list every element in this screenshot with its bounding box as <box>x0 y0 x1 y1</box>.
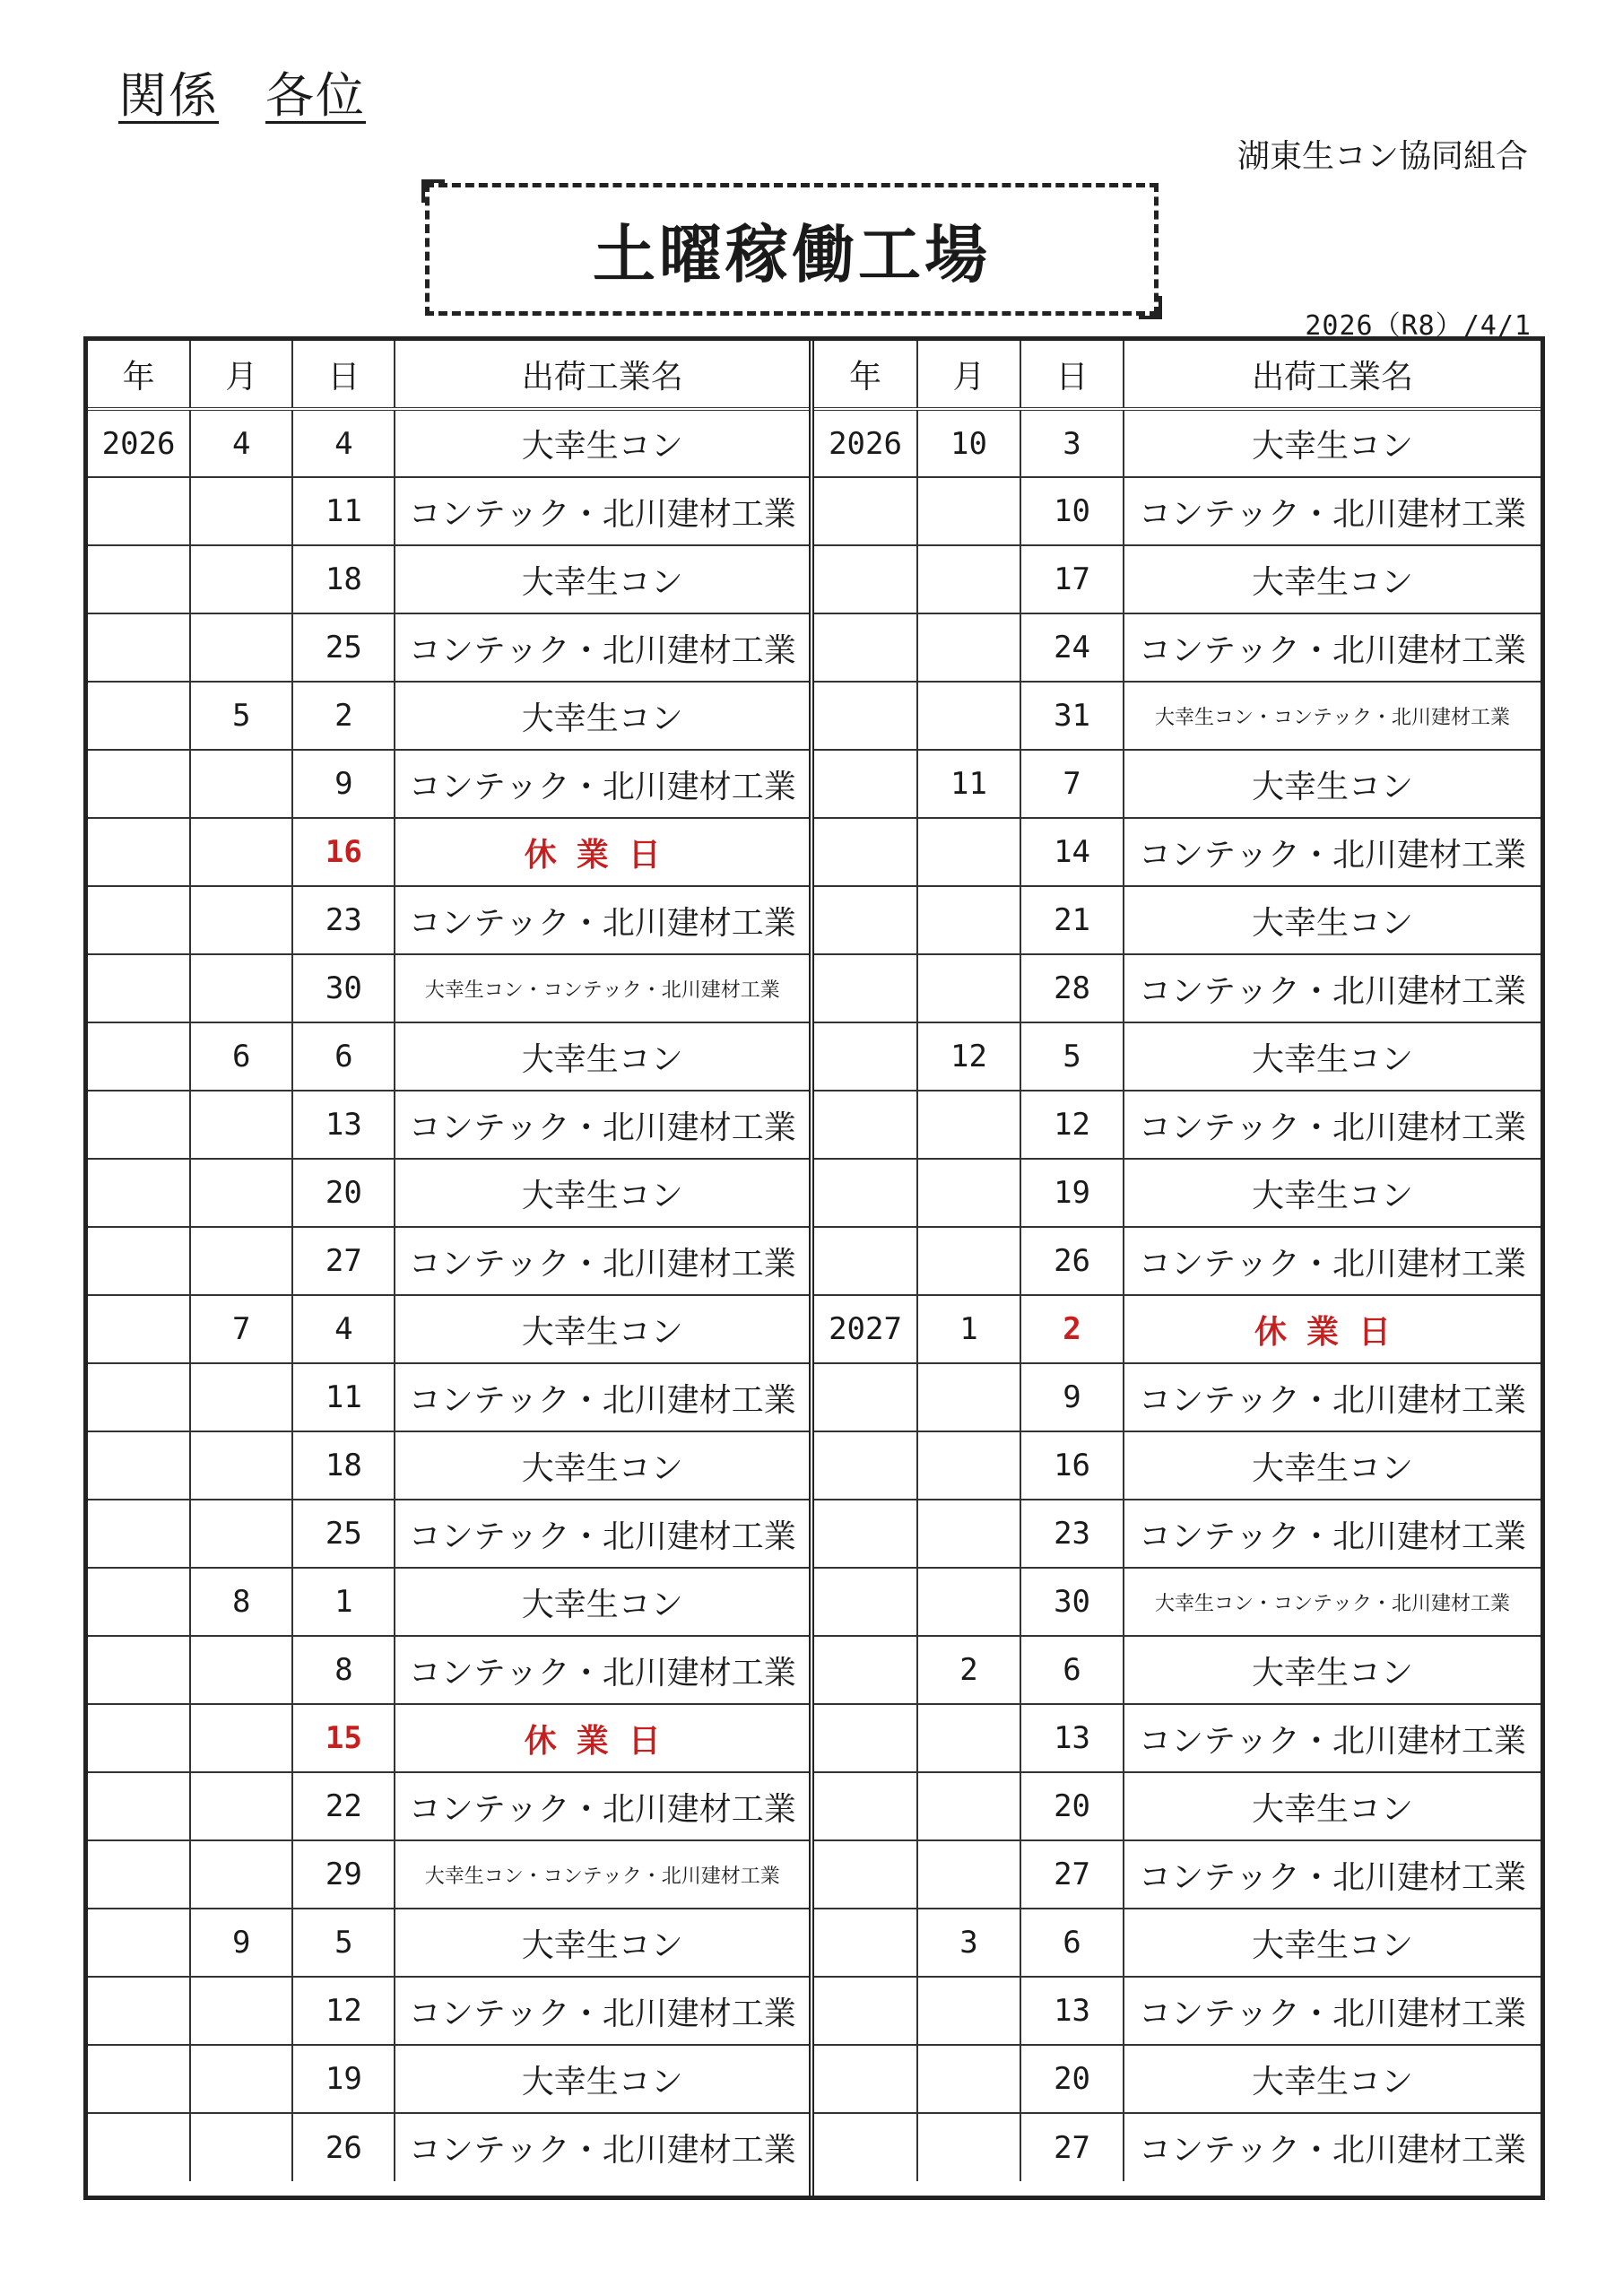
company-cell: コンテック・北川建材工業 <box>395 886 809 954</box>
day-cell: 12 <box>292 1977 395 2045</box>
table-row <box>814 2045 1541 2113</box>
schedule-left-half <box>88 341 814 2196</box>
year-cell <box>814 1500 917 1568</box>
table-row <box>814 1431 1541 1500</box>
table-row <box>814 1295 1541 1363</box>
schedule-table <box>83 336 1545 2200</box>
year-cell <box>88 1500 190 1568</box>
table-row <box>814 954 1541 1022</box>
day-cell: 18 <box>292 1431 395 1500</box>
month-cell <box>190 954 292 1022</box>
day-cell: 27 <box>1020 1840 1124 1909</box>
company-cell: 大幸生コン・コンテック・北川建材工業 <box>1124 1568 1541 1636</box>
company-cell: コンテック・北川建材工業 <box>1124 477 1541 545</box>
year-cell <box>814 954 917 1022</box>
month-cell: 11 <box>917 750 1020 818</box>
month-cell <box>917 545 1020 613</box>
year-cell <box>88 545 190 613</box>
month-cell <box>917 1977 1020 2045</box>
month-cell <box>190 1704 292 1772</box>
table-row <box>88 2113 809 2181</box>
company-cell: 大幸生コン <box>1124 1159 1541 1227</box>
month-cell: 1 <box>917 1295 1020 1363</box>
month-cell <box>190 1500 292 1568</box>
month-cell <box>190 1431 292 1500</box>
table-row <box>88 1159 809 1227</box>
holiday-label: 休業日 <box>1124 1295 1541 1363</box>
table-row <box>814 613 1541 682</box>
year-cell <box>814 1704 917 1772</box>
company-cell: 大幸生コン・コンテック・北川建材工業 <box>395 954 809 1022</box>
day-cell: 23 <box>292 886 395 954</box>
table-row <box>88 682 809 750</box>
company-cell: コンテック・北川建材工業 <box>395 1636 809 1704</box>
table-row <box>814 1909 1541 1977</box>
table-row <box>814 1091 1541 1159</box>
month-cell: 9 <box>190 1909 292 1977</box>
table-row <box>814 545 1541 613</box>
table-row <box>88 954 809 1022</box>
day-cell: 16 <box>1020 1431 1124 1500</box>
day-cell: 24 <box>1020 613 1124 682</box>
month-cell <box>917 1500 1020 1568</box>
schedule-left-body <box>88 409 809 2181</box>
year-cell <box>814 818 917 886</box>
table-row <box>814 1500 1541 1568</box>
day-cell: 18 <box>292 545 395 613</box>
month-cell <box>190 1977 292 2045</box>
month-cell <box>917 1227 1020 1295</box>
year-cell <box>814 1159 917 1227</box>
day-cell: 6 <box>1020 1636 1124 1704</box>
month-cell <box>917 477 1020 545</box>
month-cell: 10 <box>917 409 1020 477</box>
table-row <box>88 1909 809 1977</box>
day-cell: 26 <box>292 2113 395 2181</box>
company-cell: コンテック・北川建材工業 <box>395 1227 809 1295</box>
day-cell: 5 <box>292 1909 395 1977</box>
year-cell <box>88 954 190 1022</box>
year-cell <box>88 1909 190 1977</box>
company-cell: コンテック・北川建材工業 <box>395 1363 809 1431</box>
day-cell: 2 <box>1020 1295 1124 1363</box>
company-cell: コンテック・北川建材工業 <box>1124 1840 1541 1909</box>
company-cell: コンテック・北川建材工業 <box>395 1091 809 1159</box>
day-cell: 17 <box>1020 545 1124 613</box>
year-cell <box>88 886 190 954</box>
recipient-line <box>118 57 366 126</box>
day-cell: 8 <box>292 1636 395 1704</box>
company-cell: コンテック・北川建材工業 <box>395 477 809 545</box>
company-cell: コンテック・北川建材工業 <box>395 1772 809 1840</box>
day-cell: 2 <box>292 682 395 750</box>
table-row <box>88 1977 809 2045</box>
table-row <box>88 545 809 613</box>
table-row <box>88 1568 809 1636</box>
schedule-right-table <box>814 341 1541 2181</box>
year-cell <box>814 2113 917 2181</box>
table-row <box>814 1227 1541 1295</box>
month-cell <box>190 1227 292 1295</box>
month-cell <box>190 1363 292 1431</box>
table-row <box>814 2113 1541 2181</box>
year-cell <box>88 1704 190 1772</box>
day-cell: 21 <box>1020 886 1124 954</box>
month-cell <box>190 2113 292 2181</box>
company-cell: 大幸生コン <box>1124 1909 1541 1977</box>
year-cell <box>88 682 190 750</box>
year-cell <box>814 1363 917 1431</box>
year-cell <box>814 613 917 682</box>
company-cell: 大幸生コン <box>395 545 809 613</box>
year-cell <box>88 1636 190 1704</box>
company-cell: 大幸生コン <box>1124 1772 1541 1840</box>
year-cell <box>814 1091 917 1159</box>
header-year: 年 <box>814 341 917 409</box>
month-cell <box>917 1159 1020 1227</box>
year-cell <box>814 1568 917 1636</box>
header-month: 月 <box>917 341 1020 409</box>
schedule-right-body <box>814 409 1541 2181</box>
table-row <box>88 613 809 682</box>
year-cell <box>814 750 917 818</box>
day-cell: 22 <box>292 1772 395 1840</box>
year-cell <box>814 1022 917 1091</box>
table-row <box>814 477 1541 545</box>
day-cell: 30 <box>1020 1568 1124 1636</box>
company-cell: コンテック・北川建材工業 <box>1124 1227 1541 1295</box>
month-cell: 5 <box>190 682 292 750</box>
month-cell: 12 <box>917 1022 1020 1091</box>
year-cell <box>88 1159 190 1227</box>
month-cell <box>917 1363 1020 1431</box>
day-cell: 9 <box>292 750 395 818</box>
header-month: 月 <box>190 341 292 409</box>
day-cell: 26 <box>1020 1227 1124 1295</box>
month-cell <box>190 1840 292 1909</box>
table-row <box>88 1431 809 1500</box>
month-cell <box>190 1772 292 1840</box>
table-row <box>88 818 809 886</box>
day-cell: 23 <box>1020 1500 1124 1568</box>
header-row <box>814 341 1541 409</box>
day-cell: 7 <box>1020 750 1124 818</box>
holiday-label: 休業日 <box>395 818 809 886</box>
year-cell <box>88 750 190 818</box>
company-cell: 大幸生コン・コンテック・北川建材工業 <box>395 1840 809 1909</box>
day-cell: 30 <box>292 954 395 1022</box>
company-cell: 大幸生コン <box>395 682 809 750</box>
year-cell <box>814 477 917 545</box>
table-row <box>814 1704 1541 1772</box>
table-row <box>814 1840 1541 1909</box>
company-cell: 大幸生コン <box>1124 886 1541 954</box>
year-cell <box>88 1227 190 1295</box>
day-cell: 29 <box>292 1840 395 1909</box>
month-cell <box>917 954 1020 1022</box>
year-cell <box>88 1772 190 1840</box>
month-cell <box>190 886 292 954</box>
day-cell: 20 <box>1020 1772 1124 1840</box>
table-row <box>814 1363 1541 1431</box>
company-cell: 大幸生コン <box>395 1568 809 1636</box>
day-cell: 28 <box>1020 954 1124 1022</box>
table-row <box>814 1772 1541 1840</box>
month-cell <box>917 1840 1020 1909</box>
day-cell: 11 <box>292 1363 395 1431</box>
month-cell: 7 <box>190 1295 292 1363</box>
company-cell: コンテック・北川建材工業 <box>1124 1704 1541 1772</box>
company-cell: コンテック・北川建材工業 <box>1124 1977 1541 2045</box>
schedule-left-table <box>88 341 809 2181</box>
day-cell: 13 <box>1020 1977 1124 2045</box>
day-cell: 31 <box>1020 682 1124 750</box>
year-cell <box>814 545 917 613</box>
company-cell: 大幸生コン <box>395 2045 809 2113</box>
day-cell: 9 <box>1020 1363 1124 1431</box>
month-cell <box>917 1091 1020 1159</box>
company-cell: 大幸生コン <box>395 409 809 477</box>
company-cell: コンテック・北川建材工業 <box>395 1500 809 1568</box>
day-cell: 3 <box>1020 409 1124 477</box>
company-cell: 大幸生コン <box>395 1295 809 1363</box>
month-cell <box>190 613 292 682</box>
table-row <box>88 1636 809 1704</box>
year-cell <box>88 2113 190 2181</box>
day-cell: 4 <box>292 1295 395 1363</box>
year-cell <box>88 1977 190 2045</box>
day-cell: 27 <box>292 1227 395 1295</box>
month-cell <box>917 613 1020 682</box>
organization-name: 湖東生コン協同組合 <box>1237 138 1528 175</box>
table-row <box>814 818 1541 886</box>
recipient-part1: 関係 <box>118 67 219 124</box>
table-row <box>88 1840 809 1909</box>
month-cell <box>917 1568 1020 1636</box>
month-cell <box>190 750 292 818</box>
year-cell <box>88 477 190 545</box>
company-cell: 大幸生コン・コンテック・北川建材工業 <box>1124 682 1541 750</box>
day-cell: 19 <box>292 2045 395 2113</box>
recipient-part2: 各位 <box>265 67 366 124</box>
month-cell: 6 <box>190 1022 292 1091</box>
company-cell: 大幸生コン <box>1124 1431 1541 1500</box>
year-cell <box>814 1909 917 1977</box>
table-row <box>814 1568 1541 1636</box>
year-cell <box>814 1636 917 1704</box>
day-cell: 25 <box>292 1500 395 1568</box>
day-cell: 11 <box>292 477 395 545</box>
year-cell <box>814 886 917 954</box>
month-cell <box>917 2113 1020 2181</box>
table-row <box>88 886 809 954</box>
table-row <box>814 409 1541 477</box>
year-cell <box>88 1568 190 1636</box>
table-row <box>814 1636 1541 1704</box>
company-cell: コンテック・北川建材工業 <box>1124 1363 1541 1431</box>
table-row <box>88 409 809 477</box>
header-company: 出荷工業名 <box>395 341 809 409</box>
company-cell: コンテック・北川建材工業 <box>395 750 809 818</box>
year-cell: 2027 <box>814 1295 917 1363</box>
month-cell <box>190 545 292 613</box>
year-cell <box>88 1022 190 1091</box>
day-cell: 15 <box>292 1704 395 1772</box>
table-row <box>88 1772 809 1840</box>
year-cell <box>814 2045 917 2113</box>
header-day: 日 <box>1020 341 1124 409</box>
table-row <box>88 1363 809 1431</box>
month-cell <box>190 818 292 886</box>
table-row <box>88 1091 809 1159</box>
header-company: 出荷工業名 <box>1124 341 1541 409</box>
table-row <box>88 2045 809 2113</box>
year-cell <box>88 818 190 886</box>
header-row <box>88 341 809 409</box>
month-cell <box>190 1091 292 1159</box>
header-day: 日 <box>292 341 395 409</box>
month-cell <box>917 886 1020 954</box>
company-cell: コンテック・北川建材工業 <box>1124 818 1541 886</box>
month-cell <box>190 477 292 545</box>
day-cell: 25 <box>292 613 395 682</box>
year-cell <box>814 1840 917 1909</box>
day-cell: 6 <box>1020 1909 1124 1977</box>
year-cell <box>88 1091 190 1159</box>
table-row <box>814 1022 1541 1091</box>
day-cell: 19 <box>1020 1159 1124 1227</box>
company-cell: コンテック・北川建材工業 <box>1124 2113 1541 2181</box>
table-row <box>814 1159 1541 1227</box>
year-cell <box>88 1431 190 1500</box>
company-cell: 大幸生コン <box>395 1431 809 1500</box>
month-cell <box>190 1159 292 1227</box>
table-row <box>88 1227 809 1295</box>
company-cell: 大幸生コン <box>1124 545 1541 613</box>
company-cell: コンテック・北川建材工業 <box>1124 954 1541 1022</box>
year-cell <box>814 1431 917 1500</box>
company-cell: コンテック・北川建材工業 <box>1124 1091 1541 1159</box>
year-cell <box>814 1772 917 1840</box>
company-cell: 大幸生コン <box>395 1022 809 1091</box>
year-cell <box>88 1295 190 1363</box>
year-cell <box>88 1363 190 1431</box>
company-cell: 大幸生コン <box>395 1159 809 1227</box>
title-frame <box>425 183 1159 316</box>
year-cell <box>814 1227 917 1295</box>
holiday-label: 休業日 <box>395 1704 809 1772</box>
year-cell <box>814 1977 917 2045</box>
month-cell: 4 <box>190 409 292 477</box>
company-cell: 大幸生コン <box>1124 750 1541 818</box>
company-cell: 大幸生コン <box>1124 1636 1541 1704</box>
day-cell: 4 <box>292 409 395 477</box>
company-cell: コンテック・北川建材工業 <box>395 2113 809 2181</box>
day-cell: 16 <box>292 818 395 886</box>
company-cell: コンテック・北川建材工業 <box>395 1977 809 2045</box>
header-year: 年 <box>88 341 190 409</box>
company-cell: コンテック・北川建材工業 <box>1124 613 1541 682</box>
company-cell: 大幸生コン <box>1124 409 1541 477</box>
day-cell: 27 <box>1020 2113 1124 2181</box>
month-cell: 8 <box>190 1568 292 1636</box>
year-cell <box>88 613 190 682</box>
schedule-right-half <box>814 341 1541 2196</box>
day-cell: 12 <box>1020 1091 1124 1159</box>
day-cell: 1 <box>292 1568 395 1636</box>
table-row <box>88 750 809 818</box>
month-cell <box>917 682 1020 750</box>
month-cell <box>917 818 1020 886</box>
year-cell <box>814 682 917 750</box>
month-cell <box>190 1636 292 1704</box>
table-row <box>88 1500 809 1568</box>
month-cell <box>190 2045 292 2113</box>
day-cell: 5 <box>1020 1022 1124 1091</box>
month-cell: 3 <box>917 1909 1020 1977</box>
company-cell: 大幸生コン <box>1124 2045 1541 2113</box>
month-cell <box>917 1772 1020 1840</box>
year-cell: 2026 <box>814 409 917 477</box>
table-row <box>88 1022 809 1091</box>
page-title: 土曜稼働工場 <box>593 217 991 291</box>
issue-date: 2026（R8）/4/1 <box>1305 310 1532 342</box>
year-cell <box>88 2045 190 2113</box>
day-cell: 10 <box>1020 477 1124 545</box>
table-row <box>88 477 809 545</box>
year-cell <box>88 1840 190 1909</box>
company-cell: コンテック・北川建材工業 <box>1124 1500 1541 1568</box>
table-row <box>814 750 1541 818</box>
day-cell: 14 <box>1020 818 1124 886</box>
day-cell: 6 <box>292 1022 395 1091</box>
day-cell: 13 <box>292 1091 395 1159</box>
month-cell: 2 <box>917 1636 1020 1704</box>
month-cell <box>917 1431 1020 1500</box>
table-row <box>814 1977 1541 2045</box>
day-cell: 20 <box>292 1159 395 1227</box>
company-cell: 大幸生コン <box>1124 1022 1541 1091</box>
company-cell: 大幸生コン <box>395 1909 809 1977</box>
year-cell: 2026 <box>88 409 190 477</box>
day-cell: 20 <box>1020 2045 1124 2113</box>
table-row <box>814 886 1541 954</box>
table-row <box>88 1295 809 1363</box>
table-row <box>88 1704 809 1772</box>
company-cell: コンテック・北川建材工業 <box>395 613 809 682</box>
day-cell: 13 <box>1020 1704 1124 1772</box>
month-cell <box>917 1704 1020 1772</box>
table-row <box>814 682 1541 750</box>
month-cell <box>917 2045 1020 2113</box>
